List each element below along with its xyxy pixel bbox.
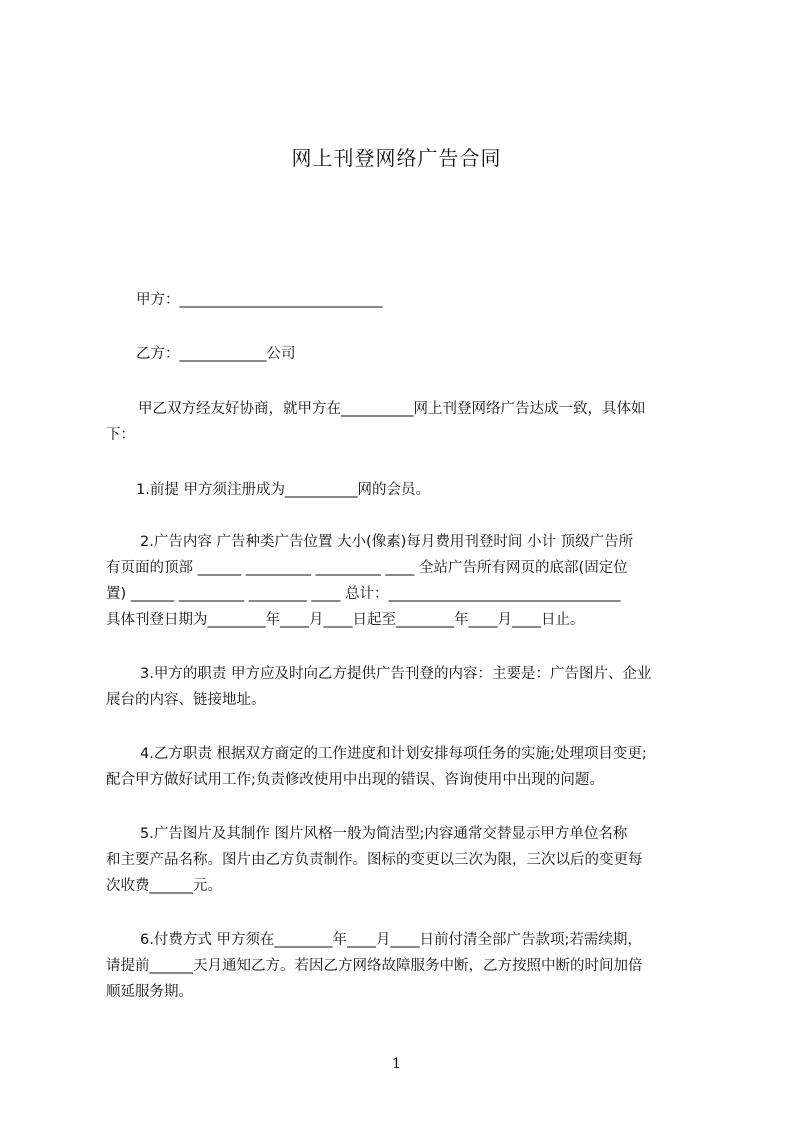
clause-3-line-1: 3.甲方的职责 甲方应及时向乙方提供广告刊登的内容：主要是：广告图片、企业 xyxy=(140,666,652,682)
clause-1: 1.前提 甲方须注册成为__________网的会员。 xyxy=(136,482,430,498)
intro-line-1: 甲乙双方经友好协商，就甲方在__________网上刊登网络广告达成一致，具体如 xyxy=(138,401,646,417)
page-number: 1 xyxy=(392,1056,401,1072)
clause-6-line-1: 6.付费方式 甲方须在________年____月____日前付清全部广告款项;若需续期， xyxy=(140,932,642,948)
page-title: 网上刊登网络广告合同 xyxy=(291,146,502,170)
party-b-line: 乙方：____________公司 xyxy=(136,346,296,362)
clause-2-line-1: 2.广告内容 广告种类广告位置 大小(像素)每月费用刊登时间 小计 顶级广告所 xyxy=(140,534,634,550)
clause-2-line-2: 有页面的顶部 ______ _________ _________ ____ 全站广告所有网页的底部(固定位 xyxy=(106,560,628,576)
clause-6-line-3: 顺延服务期。 xyxy=(106,984,193,1000)
clause-4-line-2: 配合甲方做好试用工作;负责修改使用中出现的错误、咨询使用中出现的问题。 xyxy=(106,772,604,788)
clause-5-line-1: 5.广告图片及其制作 图片风格一般为简洁型;内容通常交替显示甲方单位名称 xyxy=(140,826,628,842)
clause-5-line-2: 和主要产品名称。图片由乙方负责制作。图标的变更以三次为限，三次以后的变更每 xyxy=(106,852,643,868)
clause-3-line-2: 展台的内容、链接地址。 xyxy=(106,692,266,708)
clause-4-line-1: 4.乙方职责 根据双方商定的工作进度和计划安排每项任务的实施;处理项目变更; xyxy=(140,746,647,762)
clause-5-line-3: 次收费______元。 xyxy=(106,878,222,894)
clause-2-line-4: 具体刊登日期为________年____月____日起至________年____月____日止。 xyxy=(106,612,585,628)
clause-2-line-3: 置) ______ _________ ________ ____ 总计：________________________________ xyxy=(106,586,621,602)
party-a-line: 甲方：____________________________ xyxy=(136,292,383,308)
intro-line-2: 下： xyxy=(106,427,135,443)
clause-6-line-2: 请提前______天月通知乙方。若因乙方网络故障服务中断，乙方按照中断的时间加倍 xyxy=(106,958,643,974)
